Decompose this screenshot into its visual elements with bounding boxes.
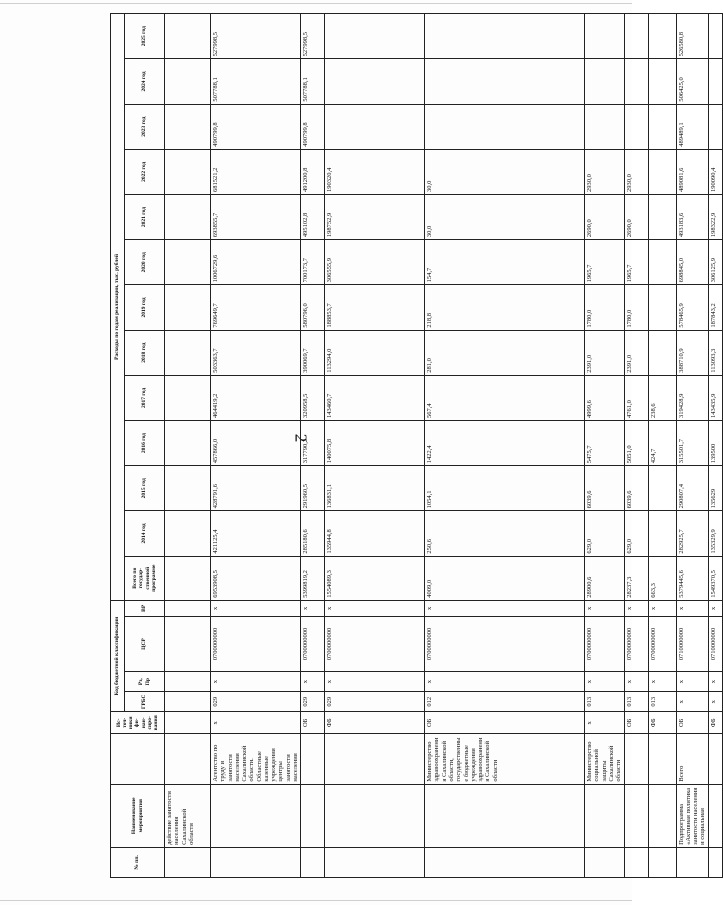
cell-year-value: 218,8 bbox=[425, 285, 585, 330]
cell-grbs bbox=[165, 692, 211, 712]
cell-year-value: 315501,7 bbox=[676, 420, 708, 465]
cell-event bbox=[325, 784, 425, 847]
cell-grbs: х bbox=[676, 692, 708, 712]
cell-executor bbox=[708, 734, 722, 784]
cell-year-value: 490799,8 bbox=[301, 104, 325, 149]
header-year: 2025 год bbox=[125, 14, 165, 59]
cell-year-value bbox=[648, 240, 676, 285]
cell-vr: х bbox=[425, 600, 585, 616]
cell-year-value: 390069,7 bbox=[301, 330, 325, 375]
cell-year-value: 4761,0 bbox=[624, 375, 648, 420]
cell-year-value: 457866,0 bbox=[211, 420, 301, 465]
cell-year-value: 320958,5 bbox=[301, 375, 325, 420]
cell-source bbox=[165, 712, 211, 734]
cell-event: Подпрограмма «Активная политика занятости населения и социальная bbox=[676, 784, 708, 847]
header-grbs: ГРБС bbox=[125, 692, 165, 712]
cell-year-value: 187843,2 bbox=[708, 285, 722, 330]
cell-year-value bbox=[165, 420, 211, 465]
cell-year-value: 428791,6 bbox=[211, 466, 301, 511]
cell-no bbox=[648, 847, 676, 877]
cell-source: ФБ bbox=[708, 712, 722, 734]
cell-source: ОБ bbox=[676, 712, 708, 734]
cell-year-value: 769649,7 bbox=[211, 285, 301, 330]
header-executor bbox=[111, 734, 165, 784]
cell-year-value bbox=[165, 194, 211, 239]
cell-year-value: 629,0 bbox=[624, 511, 648, 556]
cell-year-value bbox=[648, 14, 676, 59]
cell-csr: 0700000000 bbox=[301, 616, 325, 671]
cell-year-value bbox=[624, 104, 648, 149]
cell-year-value bbox=[165, 285, 211, 330]
cell-year-value bbox=[648, 104, 676, 149]
cell-year-value: 489489,1 bbox=[676, 104, 708, 149]
cell-executor bbox=[325, 734, 425, 784]
cell-year-value bbox=[165, 466, 211, 511]
cell-csr: 0700000000 bbox=[425, 616, 585, 671]
cell-year-value: 490799,8 bbox=[211, 104, 301, 149]
cell-grbs: 029 bbox=[325, 692, 425, 712]
cell-vr: х bbox=[676, 600, 708, 616]
cell-rzpr: х bbox=[585, 672, 624, 692]
cell-year-value bbox=[165, 14, 211, 59]
cell-year-value: 567,4 bbox=[425, 375, 585, 420]
cell-year-value: 1780,0 bbox=[624, 285, 648, 330]
cell-year-value: 198322,9 bbox=[708, 194, 722, 239]
cell-year-value: 507788,1 bbox=[211, 59, 301, 104]
cell-no bbox=[624, 847, 648, 877]
cell-year-value bbox=[585, 104, 624, 149]
cell-year-value bbox=[648, 330, 676, 375]
cell-year-value bbox=[624, 59, 648, 104]
cell-grbs: 013 bbox=[648, 692, 676, 712]
cell-rzpr bbox=[165, 672, 211, 692]
cell-year-value: 190320,4 bbox=[325, 149, 425, 194]
cell-rzpr: х bbox=[211, 672, 301, 692]
cell-event bbox=[585, 784, 624, 847]
cell-executor: Всего bbox=[676, 734, 708, 784]
cell-year-value: 306125,9 bbox=[708, 240, 722, 285]
cell-year-value: 2930,0 bbox=[624, 149, 648, 194]
cell-rzpr: х bbox=[708, 672, 722, 692]
cell-year-value: 198752,9 bbox=[325, 194, 425, 239]
header-year: 2014 год bbox=[125, 511, 165, 556]
cell-year-value: 2391,0 bbox=[624, 330, 648, 375]
cell-source: ОБ bbox=[624, 712, 648, 734]
cell-event bbox=[708, 784, 722, 847]
cell-year-value: 113093,3 bbox=[708, 330, 722, 375]
cell-year-value: 388710,9 bbox=[676, 330, 708, 375]
header-event: Наименование мероприятия bbox=[111, 784, 165, 847]
cell-year-value: 317790,2 bbox=[301, 420, 325, 465]
cell-year-value: 282925,7 bbox=[676, 511, 708, 556]
cell-year-value: 1965,7 bbox=[624, 240, 648, 285]
cell-executor bbox=[165, 734, 211, 784]
cell-vr: х bbox=[211, 600, 301, 616]
cell-total: 6953908,5 bbox=[211, 556, 301, 600]
cell-year-value bbox=[585, 59, 624, 104]
cell-event: действие занятости населения Сахалинской области bbox=[165, 784, 211, 847]
header-costs-group: Расходы по годам реализации, тыс. рублей bbox=[111, 14, 125, 601]
cell-year-value: 190090,4 bbox=[708, 149, 722, 194]
cell-year-value: 503363,7 bbox=[211, 330, 301, 375]
cell-year-value: 139500 bbox=[708, 420, 722, 465]
header-year: 2017 год bbox=[125, 375, 165, 420]
cell-year-value: 135944,8 bbox=[325, 511, 425, 556]
cell-year-value: 30,0 bbox=[425, 194, 585, 239]
header-year: 2019 год bbox=[125, 285, 165, 330]
cell-year-value: 140075,8 bbox=[325, 420, 425, 465]
header-source: Ис-точ-ники фи-нан-сиро-вания bbox=[111, 712, 165, 734]
cell-year-value: 527998,5 bbox=[211, 14, 301, 59]
cell-year-value: 250,6 bbox=[425, 511, 585, 556]
cell-source: х bbox=[211, 712, 301, 734]
header-year: 2020 год bbox=[125, 240, 165, 285]
cell-year-value: 1780,0 bbox=[585, 285, 624, 330]
cell-year-value bbox=[425, 104, 585, 149]
cell-year-value: 6039,6 bbox=[624, 466, 648, 511]
cell-year-value: 1422,4 bbox=[425, 420, 585, 465]
cell-source: х bbox=[585, 712, 624, 734]
cell-executor: Министерство социальной защиты Сахалинской области bbox=[585, 734, 624, 784]
cell-vr: х bbox=[648, 600, 676, 616]
cell-grbs: 013 bbox=[585, 692, 624, 712]
cell-year-value: 6039,6 bbox=[585, 466, 624, 511]
cell-rzpr: х bbox=[301, 672, 325, 692]
cell-year-value bbox=[648, 59, 676, 104]
cell-year-value: 495102,8 bbox=[301, 194, 325, 239]
cell-year-value bbox=[165, 59, 211, 104]
header-year: 2018 год bbox=[125, 330, 165, 375]
cell-total: 28237,3 bbox=[624, 556, 648, 600]
cell-year-value: 5475,7 bbox=[585, 420, 624, 465]
cell-total: 4009,0 bbox=[425, 556, 585, 600]
cell-rzpr: х bbox=[325, 672, 425, 692]
page-number: 2 bbox=[291, 433, 311, 443]
cell-csr: 0700000000 bbox=[325, 616, 425, 671]
cell-year-value: 319428,9 bbox=[676, 375, 708, 420]
header-rzpr: Рз, Пр bbox=[125, 672, 165, 692]
cell-year-value bbox=[648, 194, 676, 239]
cell-year-value: 143435,9 bbox=[708, 375, 722, 420]
cell-year-value: 2930,0 bbox=[585, 149, 624, 194]
cell-source: ФБ bbox=[325, 712, 425, 734]
cell-executor: Агентство по труду и занятости населения Сахалинской области. Областные казенные учреждения центры занятости населения bbox=[211, 734, 301, 784]
table-body bbox=[165, 14, 723, 878]
cell-year-value: 2690,0 bbox=[624, 194, 648, 239]
cell-year-value bbox=[165, 240, 211, 285]
cell-vr: х bbox=[301, 600, 325, 616]
cell-rzpr: х bbox=[648, 672, 676, 692]
cell-event bbox=[624, 784, 648, 847]
cell-year-value: 1006729,6 bbox=[211, 240, 301, 285]
cell-year-value: 507788,1 bbox=[301, 59, 325, 104]
cell-no bbox=[585, 847, 624, 877]
cell-no bbox=[165, 847, 211, 877]
cell-year-value: 291960,5 bbox=[301, 466, 325, 511]
scan-edge-top bbox=[0, 3, 632, 4]
cell-source: ОБ bbox=[425, 712, 585, 734]
cell-csr: 0710000000 bbox=[708, 616, 722, 671]
cell-total bbox=[165, 556, 211, 600]
table-row bbox=[624, 14, 648, 878]
cell-total: 5379445,6 bbox=[676, 556, 708, 600]
cell-rzpr: х bbox=[676, 672, 708, 692]
cell-year-value: 1054,1 bbox=[425, 466, 585, 511]
cell-year-value: 629,0 bbox=[585, 511, 624, 556]
cell-year-value: 493183,6 bbox=[676, 194, 708, 239]
cell-no bbox=[211, 847, 301, 877]
cell-year-value: 2690,0 bbox=[585, 194, 624, 239]
scan-edge-bottom bbox=[0, 900, 632, 901]
cell-no bbox=[425, 847, 585, 877]
cell-source: ФБ bbox=[648, 712, 676, 734]
cell-year-value: 285180,6 bbox=[301, 511, 325, 556]
cell-year-value: 290807,4 bbox=[676, 466, 708, 511]
header-total: Всего по государ-ственной программе bbox=[125, 556, 165, 600]
cell-year-value: 527998,5 bbox=[301, 14, 325, 59]
table-row bbox=[165, 14, 211, 878]
table-row bbox=[301, 14, 325, 878]
cell-year-value bbox=[648, 149, 676, 194]
header-csr: ЦСР bbox=[125, 616, 165, 671]
cell-year-value: 4999,6 bbox=[585, 375, 624, 420]
cell-year-value bbox=[325, 14, 425, 59]
table-row bbox=[708, 14, 722, 878]
cell-csr: 0700000000 bbox=[624, 616, 648, 671]
cell-year-value bbox=[708, 14, 722, 59]
cell-no bbox=[325, 847, 425, 877]
cell-source: ОБ bbox=[301, 712, 325, 734]
cell-year-value: 700173,7 bbox=[301, 240, 325, 285]
cell-year-value bbox=[165, 511, 211, 556]
cell-year-value bbox=[624, 14, 648, 59]
cell-year-value bbox=[648, 511, 676, 556]
cell-total: 663,3 bbox=[648, 556, 676, 600]
cell-year-value bbox=[325, 59, 425, 104]
cell-total: 28900,6 bbox=[585, 556, 624, 600]
cell-year-value: 489081,6 bbox=[676, 149, 708, 194]
table-row bbox=[425, 14, 585, 878]
header-year: 2024 год bbox=[125, 59, 165, 104]
cell-year-value: 693855,7 bbox=[211, 194, 301, 239]
cell-year-value: 135329,9 bbox=[708, 511, 722, 556]
cell-year-value bbox=[425, 59, 585, 104]
cell-year-value: 424,7 bbox=[648, 420, 676, 465]
table-row bbox=[648, 14, 676, 878]
cell-year-value bbox=[325, 104, 425, 149]
cell-year-value: 464419,2 bbox=[211, 375, 301, 420]
cell-grbs: х bbox=[708, 692, 722, 712]
header-year: 2015 год bbox=[125, 466, 165, 511]
cell-year-value: 698845,0 bbox=[676, 240, 708, 285]
cell-vr: х bbox=[708, 600, 722, 616]
header-no: № пп. bbox=[111, 847, 165, 877]
cell-grbs: 029 bbox=[301, 692, 325, 712]
header-vr: ВР bbox=[125, 600, 165, 616]
header-year: 2021 год bbox=[125, 194, 165, 239]
header-year: 2022 год bbox=[125, 149, 165, 194]
cell-event bbox=[425, 784, 585, 847]
cell-year-value: 5051,0 bbox=[624, 420, 648, 465]
cell-year-value: 681521,2 bbox=[211, 149, 301, 194]
table-row bbox=[325, 14, 425, 878]
cell-year-value: 526580,8 bbox=[676, 14, 708, 59]
cell-rzpr: х bbox=[624, 672, 648, 692]
cell-year-value: 30,0 bbox=[425, 149, 585, 194]
cell-no bbox=[676, 847, 708, 877]
cell-year-value: 491200,8 bbox=[301, 149, 325, 194]
cell-year-value: 154,7 bbox=[425, 240, 585, 285]
cell-year-value bbox=[708, 104, 722, 149]
cell-year-value: 135629 bbox=[708, 466, 722, 511]
rotated-table-container bbox=[110, 13, 717, 878]
cell-total: 5399819,2 bbox=[301, 556, 325, 600]
cell-year-value bbox=[165, 375, 211, 420]
cell-csr: 0700000000 bbox=[585, 616, 624, 671]
cell-executor bbox=[624, 734, 648, 784]
cell-vr: х bbox=[585, 600, 624, 616]
header-kbk-group: Код бюджетной классификации bbox=[111, 600, 125, 712]
cell-year-value: 2391,0 bbox=[585, 330, 624, 375]
cell-year-value: 113294,0 bbox=[325, 330, 425, 375]
cell-year-value: 281,0 bbox=[425, 330, 585, 375]
cell-year-value: 188853,7 bbox=[325, 285, 425, 330]
cell-year-value bbox=[585, 14, 624, 59]
cell-year-value bbox=[165, 149, 211, 194]
cell-rzpr: х bbox=[425, 672, 585, 692]
cell-csr: 0710000000 bbox=[676, 616, 708, 671]
cell-grbs: 013 bbox=[624, 692, 648, 712]
cell-no bbox=[708, 847, 722, 877]
cell-total: 1554089,3 bbox=[325, 556, 425, 600]
cell-year-value bbox=[648, 466, 676, 511]
cell-vr bbox=[165, 600, 211, 616]
cell-year-value: 306555,9 bbox=[325, 240, 425, 285]
table-row bbox=[211, 14, 301, 878]
cell-csr: 0700000000 bbox=[211, 616, 301, 671]
cell-executor bbox=[648, 734, 676, 784]
cell-year-value: 578465,9 bbox=[676, 285, 708, 330]
table-row bbox=[676, 14, 708, 878]
cell-year-value: 143460,7 bbox=[325, 375, 425, 420]
cell-year-value: 506425,0 bbox=[676, 59, 708, 104]
cell-year-value: 238,6 bbox=[648, 375, 676, 420]
cell-total: 1549370,5 bbox=[708, 556, 722, 600]
cell-csr: 0700000000 bbox=[648, 616, 676, 671]
cell-vr: х bbox=[325, 600, 425, 616]
budget-table bbox=[110, 13, 723, 878]
cell-no bbox=[301, 847, 325, 877]
cell-executor bbox=[301, 734, 325, 784]
cell-year-value bbox=[425, 14, 585, 59]
header-year: 2023 год bbox=[125, 104, 165, 149]
cell-year-value: 580796,0 bbox=[301, 285, 325, 330]
cell-event bbox=[648, 784, 676, 847]
cell-year-value bbox=[648, 285, 676, 330]
cell-year-value bbox=[708, 59, 722, 104]
cell-event bbox=[211, 784, 301, 847]
cell-year-value: 1965,7 bbox=[585, 240, 624, 285]
cell-grbs: 029 bbox=[211, 692, 301, 712]
cell-year-value bbox=[165, 330, 211, 375]
header-year: 2016 год bbox=[125, 420, 165, 465]
cell-year-value bbox=[165, 104, 211, 149]
cell-grbs: 012 bbox=[425, 692, 585, 712]
cell-year-value: 136831,1 bbox=[325, 466, 425, 511]
cell-year-value: 421125,4 bbox=[211, 511, 301, 556]
cell-vr: х bbox=[624, 600, 648, 616]
table-row bbox=[585, 14, 624, 878]
cell-executor: Министерство здравоохранения Сахалинской области, государственные бюджетные учреждения здравоохранения Сахалинской области bbox=[425, 734, 585, 784]
cell-csr bbox=[165, 616, 211, 671]
cell-event bbox=[301, 784, 325, 847]
